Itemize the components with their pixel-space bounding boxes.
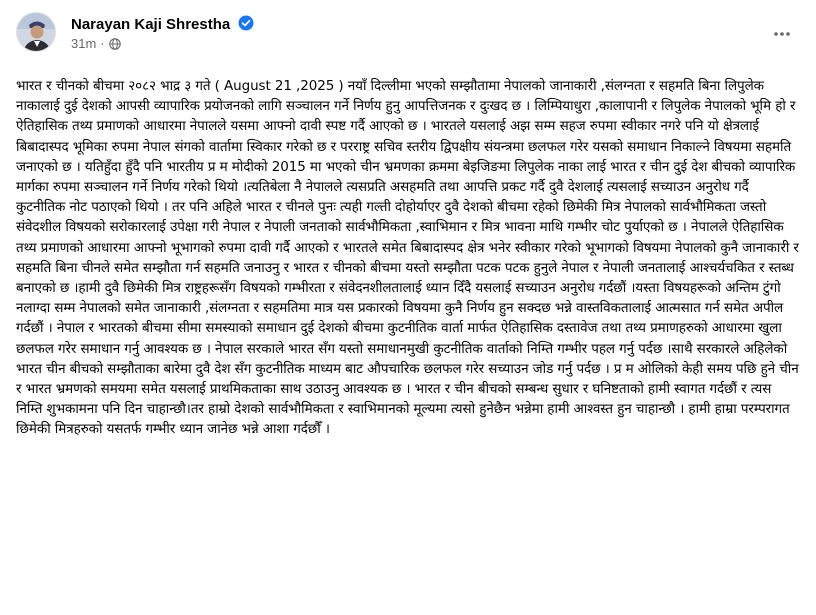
more-options-icon — [772, 24, 792, 44]
post-header — [16, 12, 800, 60]
author-avatar[interactable] — [16, 12, 56, 52]
avatar-portrait-icon — [17, 13, 56, 52]
post-meta — [71, 36, 121, 51]
author-name-text[interactable]: Narayan Kaji Shrestha — [71, 16, 231, 33]
post-timestamp[interactable]: 31m — [71, 36, 97, 51]
more-options-button[interactable] — [766, 18, 798, 50]
post-text — [16, 76, 800, 615]
meta-separator: · — [100, 36, 105, 51]
globe-icon — [109, 38, 121, 50]
verified-badge-icon — [238, 15, 254, 31]
author-name[interactable] — [71, 15, 254, 33]
post-text-paragraph: भारत र चीनको बीचमा २०८२ भाद्र ३ गते ( August 21 ,2025 ) नयाँ दिल्लीमा भएको सम्झौतामा नेपालको जानाकारी ,संलग्नता र सहमति बिना लिपुलेक नाकालाई दुई देशको आपसी व्यापारिक प्रयोजनको लागि सञ्चालन गर्ने निर्णय हुनु आपत्तिजनक र दुःखद छ । लिम्पियाधुरा ,कालापानी र लिपुलेक नेपालको भूमि हो र ऐतिहासिक तथ्य प्रमाणको आधारमा नेपालले यसमा आफ्नो दावी स्पष्ट गर्दै आएको छ । भारतले यसलाई अझ सम्म सहज रुपमा स्वीकार नगरे पनि यो क्षेत्रलाई बिबादास्पद भूमिका रुपमा नेपाल संगको वार्तामा स्विकार गरेको छ र परराष्ट्र सचिव स्तरीय द्विपक्षीय संयन्त्रमा छलफल गरेर यसको समाधान निकाल्ने विषयमा सहमति जनाएको छ । यतिहुँदा हुँदै पनि भारतीय प्र म मोदीको 2015 मा भएको चीन भ्रमणका क्रममा बेइजिङमा लिपुलेक नाका लाई भारत र चीन दुई देश बीचको व्यापारिक मार्गका रुपमा सञ्चालन गर्ने निर्णय गरेको थियो ।त्यतिबेला नै नेपालले त्यसप्रति असहमति तथा आपत्ति प्रकट गर्दै दुवै देशलाई त्यसलाई सच्याउन अनुरोध गर्दै कुटनीतिक नोट पठाएको थियो । तर पनि अहिले भारत र चीनले पुनः त्यही गल्ती दोहोर्याएर दुवै देशको बीचमा रहेको छिमेकी मित्र नेपालको सार्वभौमिकता जस्तो संवेदशील विषयको सरोकारलाई उपेक्षा गरी नेपाल र नेपाली जनताको सार्वभौमिकता ,स्वाभिमान र मित्र भावना माथि गम्भीर चोट पुर्याएको छ । नेपालले ऐतिहासिक तथ्य प्रमाणको आधारमा आफ्नो भूभागको रुपमा दावी गर्दै आएको र भारतले समेत बिबादास्पद क्षेत्र भनेर स्वीकार गरेको भूभागको विषयमा नेपालको कुनै जानाकारी र सहमति बिना चीनले समेत सम्झौता गर्न सहमति जनाउनु र भारत र चीनको बीचमा यस्तो सम्झौता पटक पटक हुनुले नेपाल र नेपाली जनतालाई आश्चर्यचकित र स्तब्ध बनाएको छ ।हामी दुवै छिमेकी मित्र राष्ट्रहरूसँग विषयको गम्भीरता र संवेदनशीलतालाई ध्यान दिँदै यसलाई सच्याउन अनुरोध गर्दछौं ।यस्ता विषयहरूको अन्तिम टुंगो नलाग्दा सम्म नेपालको समेत जानाकारी ,संलग्नता र सहमतिमा मात्र यस प्रकारको विषयमा कुनै निर्णय हुन सक्दछ भन्ने वास्तविकतालाई आत्मसात गर्न समेत अपील गर्दछौं । नेपाल र भारतको बीचमा सीमा समस्याको समाधान दुई देशको बीचमा कुटनीतिक वार्ता मार्फत ऐतिहासिक दस्तावेज तथा तथ्य प्रमाणहरुको आधारमा खुला छलफल गरेर समाधान गर्नु आवश्यक छ । नेपाल सरकाले भारत सँग यस्तो समाधानमुखी कुटनीतिक वार्ताको निम्ति गम्भीर पहल गर्नु पर्दछ ।साथै सरकारले अहिलेको भारत चीन बीचको सम्झौताका बारेमा दुवै देश सँग कुटनीतिक माध्यम बाट औपचारिक छलफल गरेर सच्याउन जोड गर्नु पर्दछ । प्र म ओलिको केही समय पछि हुने चीन र भारत भ्रमणको समयमा समेत यसलाई प्राथमिकताका साथ उठाउनु आवश्यक छ । भारत र चीन बीचको सम्बन्ध सुधार र घनिष्टताको हामी स्वागत गर्दछौं र त्यस निम्ति शुभकामना पनि दिन चाहान्छौ।तर हाम्रो देशको सार्वभौमिकता र स्वाभिमानको मूल्यमा त्यसो हुनेछैन भन्नेमा हामी आश्वस्त हुन चाहान्छौ । हामी हाम्रा परम्परागत छिमेकी मित्रहरुको यसतर्फ गम्भीर ध्यान जानेछ भन्ने आशा गर्दछौँ । — [16, 78, 799, 438]
